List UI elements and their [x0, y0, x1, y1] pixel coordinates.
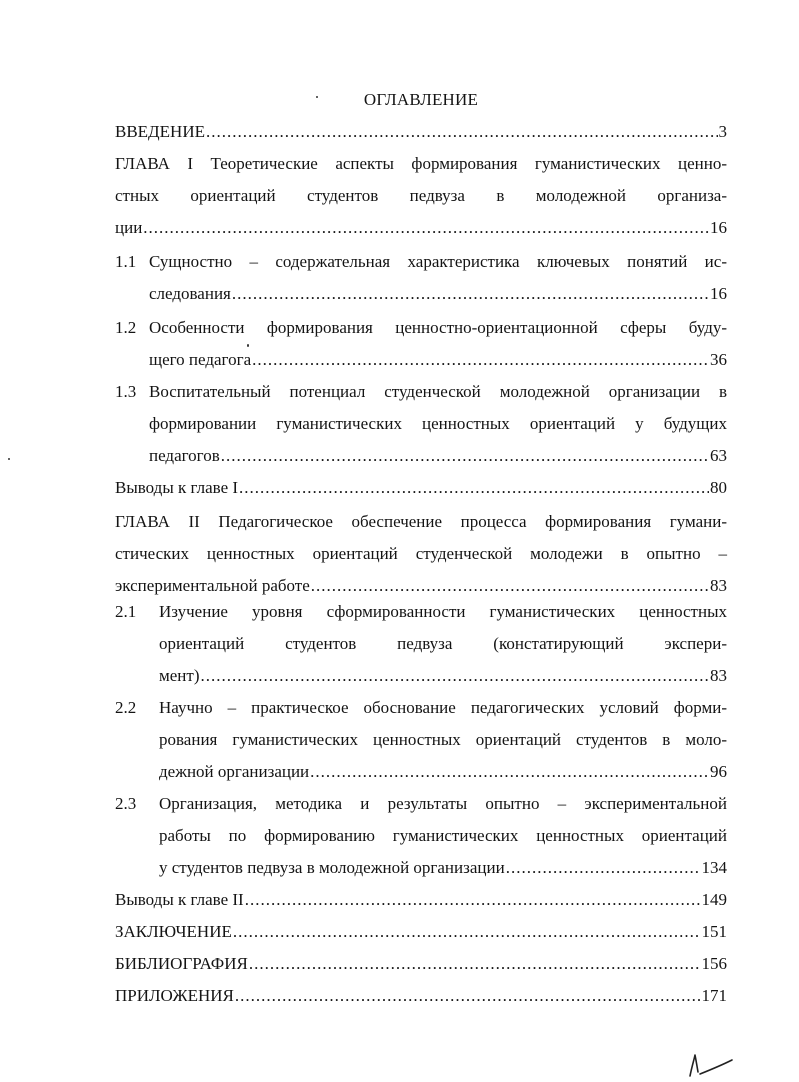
entry-line	[115, 180, 727, 212]
entry-line	[159, 820, 727, 852]
entry-text: рования гуманистических ценностных ориентаций студентов в моло-	[159, 730, 727, 749]
entry-line	[159, 788, 727, 820]
entry-label: ВВЕДЕНИЕ	[115, 122, 205, 141]
entry-label: ции	[115, 218, 143, 237]
scan-speck	[8, 458, 10, 460]
toc-row	[115, 724, 727, 756]
entry-last-line	[115, 116, 727, 148]
entry-label: ПРИЛОЖЕНИЯ	[115, 986, 234, 1005]
entry-text: работы по формированию гуманистических ценностных ориентаций	[159, 826, 727, 845]
toc-row	[115, 628, 727, 660]
entry-last-line	[115, 948, 727, 980]
toc-row	[115, 788, 727, 820]
toc-row	[115, 472, 727, 504]
entry-last-line	[115, 884, 727, 916]
page-number: 63	[710, 446, 727, 465]
toc-row	[115, 756, 727, 788]
entry-label: экспериментальной работе	[115, 576, 310, 595]
scan-speck	[316, 96, 318, 98]
toc-row	[115, 596, 727, 628]
entry-last-line	[149, 440, 727, 472]
entry-last-line	[159, 756, 727, 788]
handwritten-signature	[686, 1052, 736, 1078]
toc-row	[115, 148, 727, 180]
page-number: 80	[710, 478, 727, 497]
entry-label: щего педагога	[149, 350, 252, 369]
entry-last-line	[115, 472, 727, 504]
entry-label: БИБЛИОГРАФИЯ	[115, 954, 248, 973]
entry-last-line	[115, 980, 727, 1012]
toc-row	[115, 948, 727, 980]
entry-last-line	[115, 212, 727, 244]
entry-label: мент)	[159, 666, 200, 685]
scan-speck	[247, 344, 249, 347]
entry-line	[115, 538, 727, 570]
entry-text: Воспитательный потенциал студенческой молодежной организации в	[149, 382, 727, 401]
toc-row	[115, 506, 727, 538]
section-number	[115, 376, 136, 408]
dot-leader	[245, 884, 701, 916]
page-number: 16	[710, 284, 727, 303]
toc-row	[115, 246, 727, 278]
entry-line	[159, 692, 727, 724]
entry-line	[115, 506, 727, 538]
dot-leader	[201, 660, 710, 692]
toc-row	[115, 312, 727, 344]
dot-leader	[206, 116, 718, 148]
entry-label: Выводы к главе II	[115, 890, 244, 909]
dot-leader	[233, 916, 701, 948]
section-number-text: 1.1	[115, 252, 137, 271]
entry-line	[149, 246, 727, 278]
entry-text: стных ориентаций студентов педвуза в молодежной организа-	[115, 186, 727, 205]
entry-text: ориентаций студентов педвуза (констатирующий экспери-	[159, 634, 727, 653]
dot-leader	[249, 948, 701, 980]
page-number: 156	[701, 954, 727, 973]
entry-line	[159, 724, 727, 756]
page-number: 3	[718, 122, 727, 141]
dot-leader	[232, 278, 709, 310]
page-number: 36	[710, 350, 727, 369]
dot-leader	[235, 980, 701, 1012]
entry-line	[149, 312, 727, 344]
section-number-text: 2.1	[115, 602, 137, 621]
entry-last-line	[159, 852, 727, 884]
dot-leader	[506, 852, 701, 884]
page-number: 149	[701, 890, 727, 909]
dot-leader	[239, 472, 709, 504]
entry-line	[149, 376, 727, 408]
toc-row	[115, 212, 727, 244]
entry-last-line	[159, 660, 727, 692]
section-number	[115, 788, 136, 820]
entry-text: Особенности формирования ценностно-ориентационной сферы буду-	[149, 318, 727, 337]
dot-leader	[252, 344, 709, 376]
entry-label: у студентов педвуза в молодежной организации	[159, 858, 505, 877]
entry-line	[115, 148, 727, 180]
page-number: 16	[710, 218, 727, 237]
entry-text: формировании гуманистических ценностных ориентаций у будущих	[149, 414, 727, 433]
section-number	[115, 692, 136, 724]
toc-row	[115, 692, 727, 724]
page-title: ОГЛАВЛЕНИЕ	[363, 90, 479, 109]
entry-text: Организация, методика и результаты опытно – экспериментальной	[159, 794, 727, 813]
toc-row	[115, 660, 727, 692]
page-number: 171	[701, 986, 727, 1005]
section-number-text: 2.2	[115, 698, 137, 717]
section-number-text: 2.3	[115, 794, 137, 813]
section-number	[115, 596, 136, 628]
entry-last-line	[149, 344, 727, 376]
page-number: 83	[710, 666, 727, 685]
entry-text: ГЛАВА I Теоретические аспекты формирования гуманистических ценно-	[115, 154, 727, 173]
entry-last-line	[115, 916, 727, 948]
entry-label: Выводы к главе I	[115, 478, 239, 497]
entry-text: Изучение уровня сформированности гуманистических ценностных	[159, 602, 727, 621]
toc-row	[115, 408, 727, 440]
page-number: 151	[701, 922, 727, 941]
toc-row	[115, 440, 727, 472]
entry-line	[159, 628, 727, 660]
dot-leader	[143, 212, 709, 244]
toc-row	[115, 180, 727, 212]
toc-row	[115, 116, 727, 148]
entry-text: ГЛАВА II Педагогическое обеспечение процесса формирования гумани-	[115, 512, 727, 531]
toc-row	[115, 980, 727, 1012]
entry-line	[149, 408, 727, 440]
toc-row	[115, 884, 727, 916]
entry-line	[159, 596, 727, 628]
entry-label: педагогов	[149, 446, 220, 465]
toc-row	[115, 820, 727, 852]
section-number-text: 1.3	[115, 382, 137, 401]
entry-text: стических ценностных ориентаций студенческой молодежи в опытно –	[115, 544, 727, 563]
entry-label: ЗАКЛЮЧЕНИЕ	[115, 922, 232, 941]
toc-row	[115, 278, 727, 310]
entry-label: следования	[149, 284, 231, 303]
entry-text: Сущностно – содержательная характеристика ключевых понятий ис-	[149, 252, 727, 271]
page-number: 134	[701, 858, 727, 877]
section-number	[115, 246, 136, 278]
dot-leader	[310, 756, 709, 788]
toc-row	[115, 916, 727, 948]
entry-last-line	[149, 278, 727, 310]
toc-row	[115, 538, 727, 570]
page-number: 96	[710, 762, 727, 781]
page-number: 83	[710, 576, 727, 595]
section-number	[115, 312, 136, 344]
dot-leader	[221, 440, 709, 472]
entry-text: Научно – практическое обоснование педагогических условий форми-	[159, 698, 727, 717]
toc-row	[115, 376, 727, 408]
toc-row	[115, 852, 727, 884]
entry-label: дежной организации	[159, 762, 310, 781]
toc-row	[115, 344, 727, 376]
section-number-text: 1.2	[115, 318, 137, 337]
